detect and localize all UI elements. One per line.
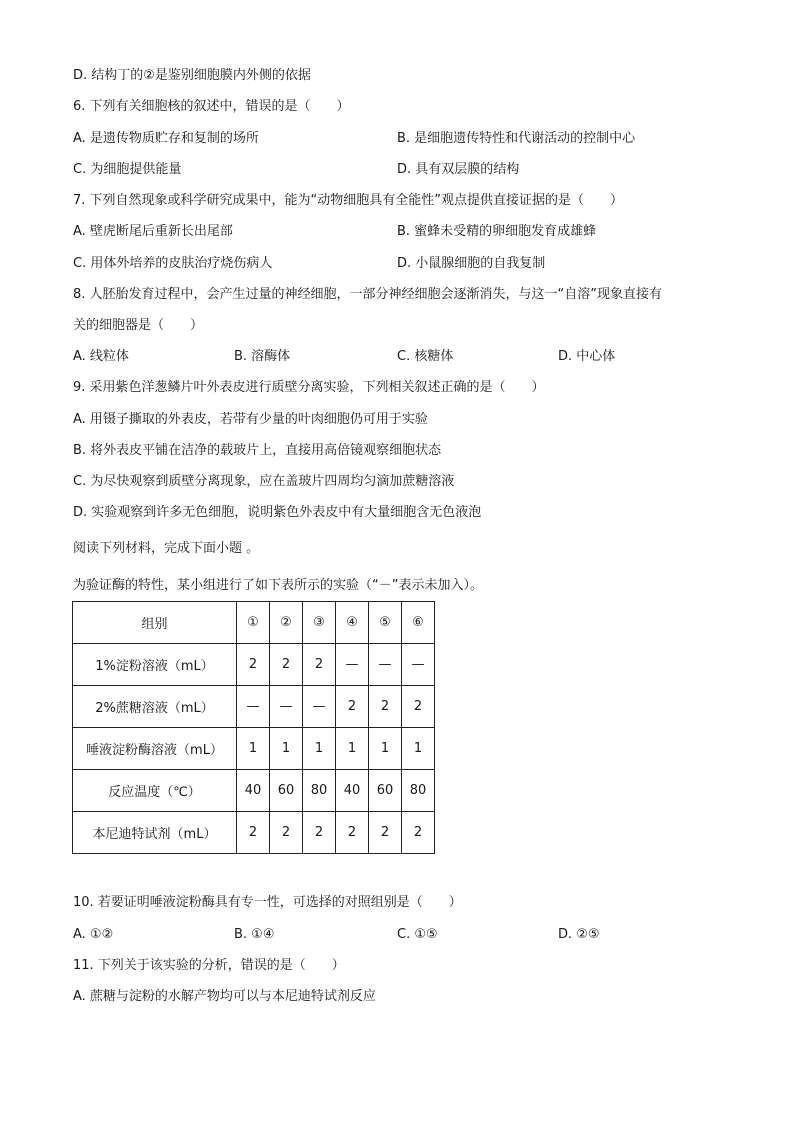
q8-option-a: A. 线粒体 [73,349,129,364]
table-cell: — [336,644,369,686]
q8-option-c: C. 核糖体 [397,349,454,364]
table-cell: 1 [303,728,336,770]
table-group-header: ① [237,602,270,644]
table-cell: 40 [336,770,369,812]
q10-stem: 10. 若要证明唾液淀粉酶具有专一性，可选择的对照组别是（ ） [73,895,462,910]
table-row-label: 反应温度（℃） [73,770,237,812]
q6-stem: 6. 下列有关细胞核的叙述中，错误的是（ ） [73,99,350,114]
table-row [73,770,435,812]
q7-option-d: D. 小鼠腺细胞的自我复制 [397,256,546,271]
table-group-header: ③ [303,602,336,644]
q9-option-d: D. 实验观察到许多无色细胞，说明紫色外表皮中有大量细胞含无色液泡 [73,505,482,520]
table-cell: — [369,644,402,686]
table-cell: 1 [237,728,270,770]
table-cell: 2 [402,812,435,854]
q6-option-a: A. 是遗传物质贮存和复制的场所 [73,131,259,146]
table-group-header: ④ [336,602,369,644]
table-header-row [73,602,435,644]
q9-option-b: B. 将外表皮平铺在洁净的载玻片上，直接用高倍镜观察细胞状态 [73,443,442,458]
q10-option-d: D. ②⑤ [558,927,600,942]
table-cell: 80 [402,770,435,812]
q6-option-d: D. 具有双层膜的结构 [397,162,520,177]
material-intro: 阅读下列材料，完成下面小题 。 [73,541,260,556]
q6-option-b: B. 是细胞遗传特性和代谢活动的控制中心 [397,131,636,146]
q7-stem: 7. 下列自然现象或科学研究成果中，能为“动物细胞具有全能性”观点提供直接证据的是（ ） [73,193,624,208]
table-cell: 2 [303,812,336,854]
table-header-label: 组别 [73,602,237,644]
table-row [73,812,435,854]
q9-option-c: C. 为尽快观察到质壁分离现象，应在盖玻片四周均匀滴加蔗糖溶液 [73,474,455,489]
table-cell: — [270,686,303,728]
table-row-label: 本尼迪特试剂（mL） [73,812,237,854]
table-cell: 2 [270,812,303,854]
table-cell: — [237,686,270,728]
q10-option-b: B. ①④ [234,927,275,942]
table-cell: 60 [270,770,303,812]
table-cell: 2 [336,686,369,728]
q7-option-a: A. 壁虎断尾后重新长出尾部 [73,224,233,239]
table-row-label: 1%淀粉溶液（mL） [73,644,237,686]
q5-option-d: D. 结构丁的②是鉴别细胞膜内外侧的依据 [73,68,311,83]
table-cell: 2 [336,812,369,854]
table-group-header: ② [270,602,303,644]
table-cell: 80 [303,770,336,812]
material-desc: 为验证酶的特性，某小组进行了如下表所示的实验（“－”表示未加入）。 [73,578,483,593]
table-cell: 1 [336,728,369,770]
q11-option-a: A. 蔗糖与淀粉的水解产物均可以与本尼迪特试剂反应 [73,989,376,1004]
q7-option-b: B. 蜜蜂未受精的卵细胞发育成雄蜂 [397,224,597,239]
table-cell: 1 [402,728,435,770]
q10-option-a: A. ①② [73,927,114,942]
table-row [73,644,435,686]
q10-option-c: C. ①⑤ [397,927,438,942]
experiment-table [72,601,435,854]
table-cell: 2 [402,686,435,728]
table-cell: — [402,644,435,686]
table-row [73,686,435,728]
table-group-header: ⑥ [402,602,435,644]
table-row [73,728,435,770]
table-cell: 2 [369,686,402,728]
table-row-label: 唾液淀粉酶溶液（mL） [73,728,237,770]
table-cell: — [303,686,336,728]
q8-stem-line1: 8. 人胚胎发育过程中，会产生过量的神经细胞，一部分神经细胞会逐渐消失，与这一“自溶”现象直接有 [73,287,663,302]
table-row-label: 2%蔗糖溶液（mL） [73,686,237,728]
table-cell: 2 [369,812,402,854]
table-cell: 40 [237,770,270,812]
q6-option-c: C. 为细胞提供能量 [73,162,182,177]
q8-stem-line2: 关的细胞器是（ ） [73,318,204,333]
q9-stem: 9. 采用紫色洋葱鳞片叶外表皮进行质壁分离实验，下列相关叙述正确的是（ ） [73,380,545,395]
table-cell: 1 [369,728,402,770]
q11-stem: 11. 下列关于该实验的分析，错误的是（ ） [73,958,345,973]
table-cell: 2 [270,644,303,686]
q7-option-c: C. 用体外培养的皮肤治疗烧伤病人 [73,256,273,271]
table-cell: 1 [270,728,303,770]
q8-option-b: B. 溶酶体 [234,349,291,364]
table-cell: 60 [369,770,402,812]
table-cell: 2 [237,644,270,686]
q9-option-a: A. 用镊子撕取的外表皮，若带有少量的叶肉细胞仍可用于实验 [73,412,428,427]
table-cell: 2 [237,812,270,854]
q8-option-d: D. 中心体 [558,349,616,364]
table-cell: 2 [303,644,336,686]
table-group-header: ⑤ [369,602,402,644]
